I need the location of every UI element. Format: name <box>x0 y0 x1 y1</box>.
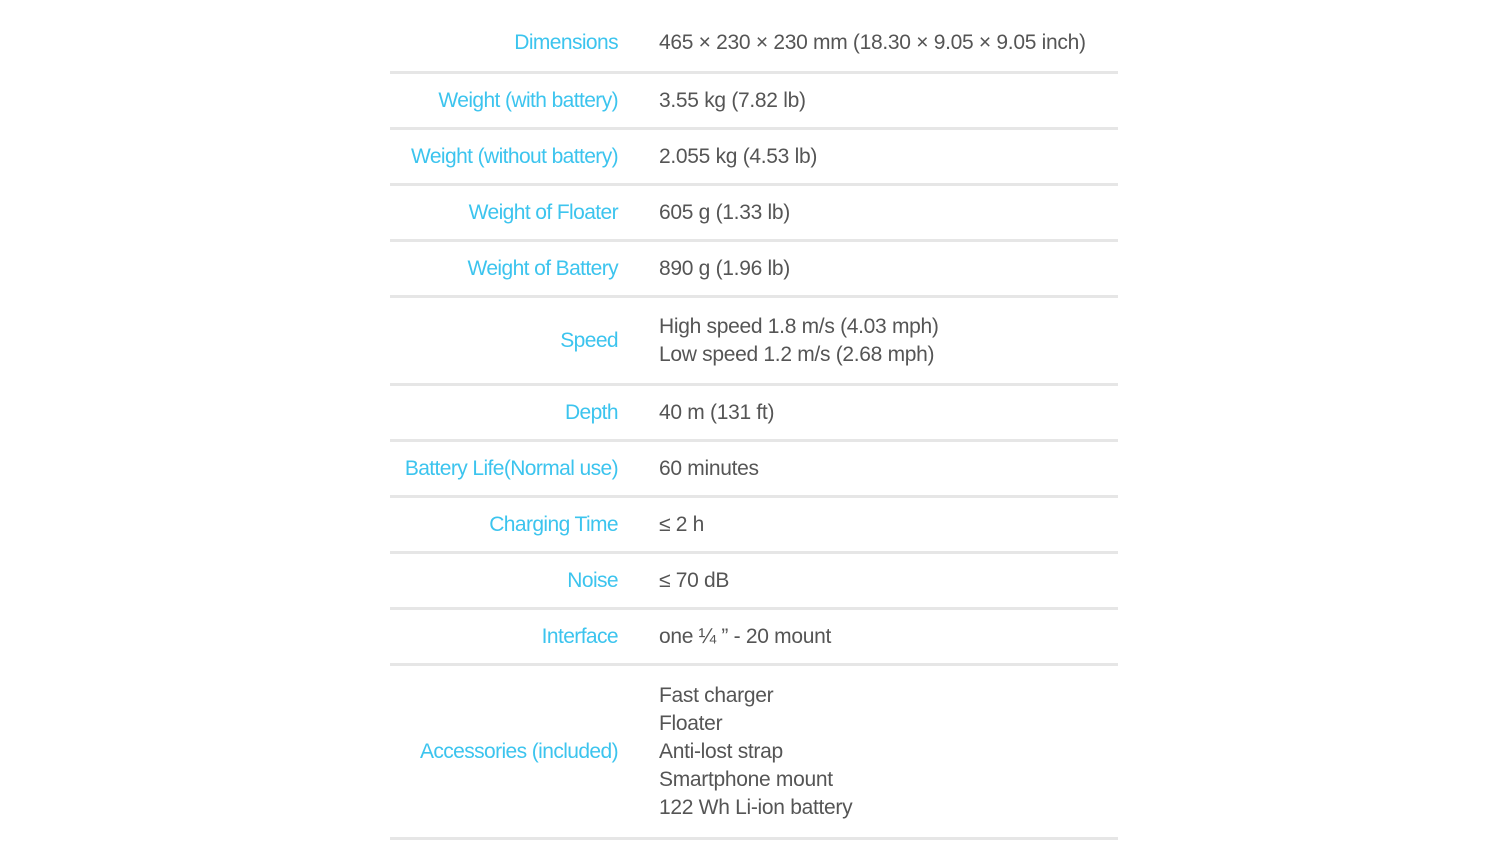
spec-row-noise <box>390 554 1118 610</box>
spec-value <box>618 199 1118 227</box>
spec-table <box>390 14 1118 840</box>
spec-row-weight-of-floater <box>390 186 1118 242</box>
spec-value-line: 605 g (1.33 lb) <box>659 200 790 224</box>
spec-row-interface <box>390 610 1118 666</box>
spec-label: Accessories (included) <box>419 739 618 763</box>
spec-label: Depth <box>564 400 618 424</box>
spec-value-line: one ¼ ” - 20 mount <box>659 624 832 648</box>
spec-value-line: 40 m (131 ft) <box>659 400 775 424</box>
spec-value-line: Fast charger <box>659 683 774 707</box>
spec-value <box>618 511 1118 539</box>
spec-row-dimensions <box>390 14 1118 74</box>
spec-value-line: Anti-lost strap <box>659 739 783 763</box>
spec-row-battery-life <box>390 442 1118 498</box>
spec-value-line: 2.055 kg (4.53 lb) <box>659 144 818 168</box>
spec-label: Weight (without battery) <box>411 144 618 168</box>
spec-row-charging-time <box>390 498 1118 554</box>
spec-value <box>618 143 1118 171</box>
spec-value <box>618 455 1118 483</box>
spec-label: Weight (with battery) <box>438 88 618 112</box>
spec-value-line: 465 × 230 × 230 mm (18.30 × 9.05 × 9.05 inch) <box>659 30 1086 54</box>
spec-row-accessories <box>390 666 1118 840</box>
spec-label: Battery Life(Normal use) <box>404 456 618 480</box>
spec-row-depth <box>390 386 1118 442</box>
spec-value-line: 122 Wh Li-ion battery <box>659 795 853 819</box>
spec-value-line: 890 g (1.96 lb) <box>659 256 790 280</box>
spec-value-line: Low speed 1.2 m/s (2.68 mph) <box>659 342 935 366</box>
spec-value-line: ≤ 2 h <box>659 512 705 536</box>
spec-row-weight-without-battery <box>390 130 1118 186</box>
spec-label: Weight of Floater <box>468 200 618 224</box>
spec-value <box>618 255 1118 283</box>
spec-value-line: High speed 1.8 m/s (4.03 mph) <box>659 314 939 338</box>
spec-label: Weight of Battery <box>467 256 618 280</box>
spec-value-line: 60 minutes <box>659 456 759 480</box>
spec-value <box>618 567 1118 595</box>
spec-value <box>618 682 1118 822</box>
spec-value-line: Smartphone mount <box>659 767 833 791</box>
spec-row-weight-with-battery <box>390 74 1118 130</box>
spec-value <box>618 623 1118 651</box>
spec-value <box>618 29 1118 57</box>
spec-label: Dimensions <box>514 30 618 54</box>
spec-value-line: Floater <box>659 711 723 735</box>
spec-value <box>618 313 1118 369</box>
spec-label: Charging Time <box>489 512 618 536</box>
spec-value <box>618 399 1118 427</box>
spec-label: Interface <box>541 624 618 648</box>
spec-value-line: 3.55 kg (7.82 lb) <box>659 88 806 112</box>
spec-row-speed <box>390 298 1118 386</box>
spec-value-line: ≤ 70 dB <box>659 568 730 592</box>
spec-label: Noise <box>567 568 618 592</box>
spec-value <box>618 87 1118 115</box>
spec-row-weight-of-battery <box>390 242 1118 298</box>
spec-label: Speed <box>560 328 618 352</box>
